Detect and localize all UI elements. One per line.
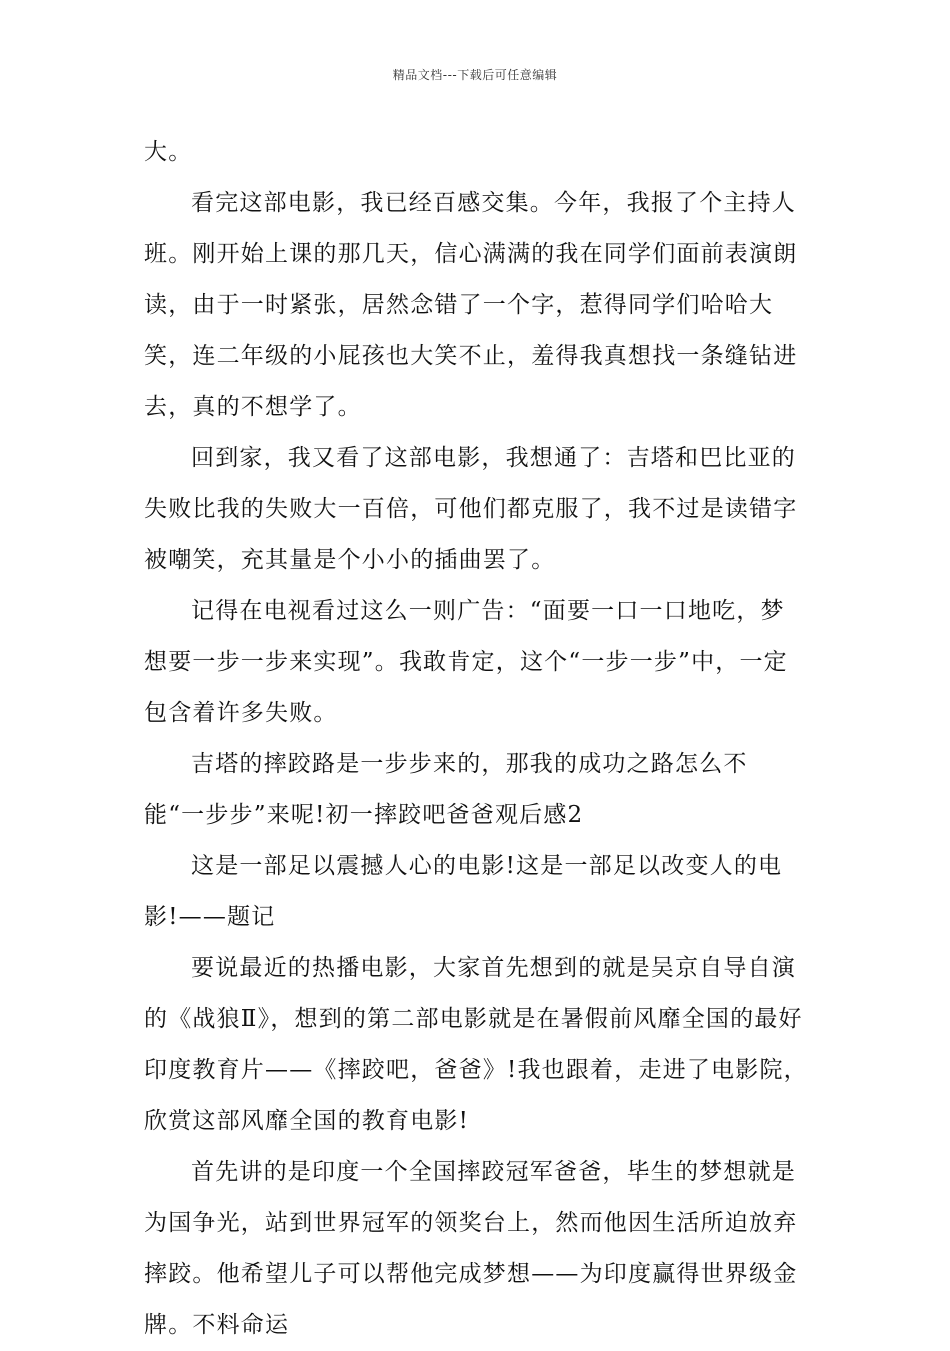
paragraph: 看完这部电影，我已经百感交集。今年，我报了个主持人班。刚开始上课的那几天，信心满满的我在同学们面前表演朗读，由于一时紧张，居然念错了一个字，惹得同学们哈哈大笑，连二年级的小屁孩也大笑不止，羞得我真想找一条缝钻进去，真的不想学了。 bbox=[144, 190, 798, 420]
paragraph: 这是一部足以震撼人心的电影!这是一部足以改变人的电影!——题记 bbox=[144, 853, 783, 930]
paragraph: 回到家，我又看了这部电影，我想通了：吉塔和巴比亚的失败比我的失败大一百倍，可他们都克服了，我不过是读错字被嘲笑，充其量是个小小的插曲罢了。 bbox=[144, 445, 798, 573]
paragraph: 要说最近的热播电影，大家首先想到的就是吴京自导自演的《战狼Ⅱ》，想到的第二部电影就是在暑假前风靡全国的最好印度教育片——《摔跤吧，爸爸》!我也跟着，走进了电影院，欣赏这部风靡全国的教育电影! bbox=[144, 955, 808, 1134]
page-header: 精品文档---下载后可任意编辑 bbox=[392, 68, 558, 82]
paragraph: 吉塔的摔跤路是一步步来的，那我的成功之路怎么不能“一步步”来呢!初一摔跤吧爸爸观后感2 bbox=[144, 751, 748, 828]
paragraph: 记得在电视看过这么一则广告：“面要一口一口地吃，梦想要一步一步来实现”。我敢肯定，这个“一步一步”中，一定包含着许多失败。 bbox=[144, 598, 788, 726]
paragraph-continuation: 大。 bbox=[144, 139, 193, 165]
paragraph: 首先讲的是印度一个全国摔跤冠军爸爸，毕生的梦想就是为国争光，站到世界冠军的领奖台上，然而他因生活所迫放弃摔跤。他希望儿子可以帮他完成梦想——为印度赢得世界级金牌。不料命运 bbox=[144, 1159, 798, 1338]
document-body bbox=[144, 127, 808, 1351]
